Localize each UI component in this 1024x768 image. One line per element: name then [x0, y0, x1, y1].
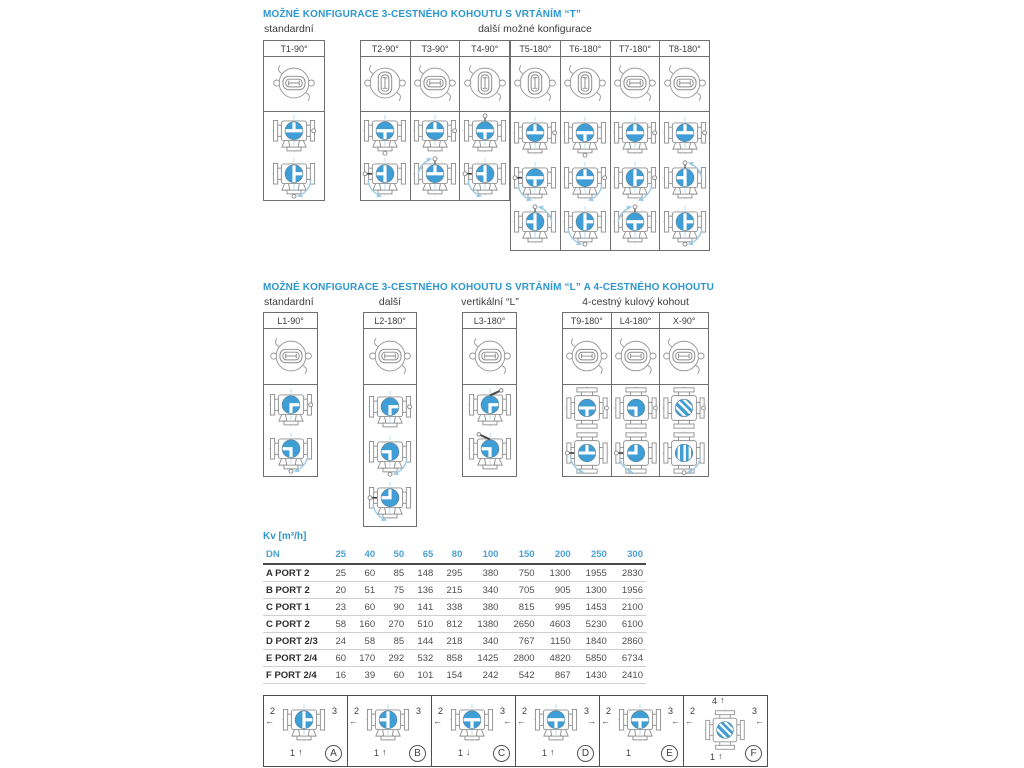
kv-value-cell: 340 [465, 582, 501, 599]
kv-value-cell: 51 [349, 582, 378, 599]
valve-top-view-icon [411, 62, 459, 106]
valve-top-view-icon [563, 335, 611, 379]
config-column-label: L3-180° [473, 315, 506, 326]
valve-front-icon [271, 156, 317, 199]
valve-positions [264, 112, 324, 200]
config-column-header [364, 313, 416, 329]
kv-value-cell: 218 [436, 633, 465, 650]
kv-value-cell: 380 [465, 599, 501, 616]
kv-row-label: D PORT 2/3 [263, 633, 327, 650]
t-group-standard [263, 40, 325, 201]
valve-positions [561, 112, 610, 250]
flow-arrow-icon: ← [685, 716, 694, 726]
valve-positions [660, 112, 709, 250]
flow-arrow-icon: ← [349, 716, 358, 726]
kv-value-cell: 1955 [574, 564, 610, 582]
kv-value-cell: 5230 [574, 616, 610, 633]
kv-value-cell: 295 [436, 564, 465, 582]
port-number: 4 [712, 696, 718, 706]
kv-row-label: C PORT 2 [263, 616, 327, 633]
config-column-t8 [659, 41, 709, 250]
kv-value-cell: 160 [349, 616, 378, 633]
config-column-t3 [410, 41, 460, 200]
kv-value-cell: 995 [538, 599, 574, 616]
config-column-header [463, 313, 516, 329]
kv-value-cell: 510 [407, 616, 436, 633]
valve-positions [364, 385, 416, 526]
port-number: 3 [331, 706, 337, 716]
diagram-letter-badge: C [493, 745, 510, 762]
valve-top-view [463, 329, 516, 385]
flow-arrow-icon: ← [265, 716, 274, 726]
valve-top-view-icon [511, 62, 559, 106]
valve-positions [611, 112, 660, 250]
kv-value-cell: 1380 [465, 616, 501, 633]
port-number: 1 [710, 752, 716, 762]
kv-value-cell: 60 [349, 599, 378, 616]
config-column-label: X-90° [672, 315, 696, 326]
kv-value-cell: 1300 [574, 582, 610, 599]
kv-value-cell: 23 [327, 599, 349, 616]
l-group-4way [562, 312, 709, 477]
config-column-t4 [459, 41, 509, 200]
kv-header-col: 250 [574, 547, 610, 564]
valve-positions [264, 385, 317, 476]
kv-value-cell: 58 [349, 633, 378, 650]
label-more-t: další možné konfigurace [478, 23, 592, 35]
port-number: 2 [354, 706, 360, 716]
kv-value-cell: 1300 [538, 564, 574, 582]
port-number: 2 [438, 706, 444, 716]
valve-top-view [511, 57, 560, 112]
kv-header-col: 80 [436, 547, 465, 564]
section-l-title: MOŽNÉ KONFIGURACE 3-CESTNÉHO KOHOUTU S VRTÁNÍM “L” A 4-CESTNÉHO KOHOUTU [263, 282, 715, 293]
config-column-header [264, 41, 324, 57]
valve-top-view-icon [270, 62, 318, 106]
config-column-header [264, 313, 317, 329]
config-column-header [660, 41, 709, 57]
kv-header-col: 300 [610, 547, 646, 564]
config-column-header [612, 313, 660, 329]
valve-front-icon [612, 115, 658, 158]
valve-top-view [561, 57, 610, 112]
port-number: 1 [458, 748, 464, 758]
kv-table [263, 547, 646, 684]
valve-front-icon [362, 156, 408, 199]
flow-diagram-row [263, 695, 768, 767]
config-column-t1 [264, 41, 324, 200]
valve-front-icon [512, 204, 558, 247]
flow-diagram-f [684, 695, 768, 767]
kv-value-cell: 1840 [574, 633, 610, 650]
kv-value-cell: 767 [501, 633, 537, 650]
flow-arrow-icon: ↑ [382, 747, 387, 757]
kv-value-cell: 815 [501, 599, 537, 616]
kv-value-cell: 1150 [538, 633, 574, 650]
valve-front-icon [562, 115, 608, 158]
valve-top-view-icon [366, 335, 414, 379]
valve-front-icon [562, 160, 608, 203]
kv-row-label: A PORT 2 [263, 564, 327, 582]
kv-header-col: 40 [349, 547, 378, 564]
flow-diagram-c [432, 695, 516, 767]
kv-value-cell: 90 [378, 599, 407, 616]
valve-positions [460, 112, 509, 200]
kv-table-body [263, 564, 646, 684]
valve-front-4way-icon [565, 386, 609, 430]
kv-value-cell: 60 [378, 667, 407, 684]
kv-table-title: Kv [m³/h] [263, 531, 307, 542]
config-column-label: T3-90° [421, 43, 449, 54]
kv-value-cell: 532 [407, 650, 436, 667]
config-column-l4 [611, 313, 660, 476]
kv-value-cell: 1430 [574, 667, 610, 684]
kv-table-head [263, 547, 646, 564]
config-column-header [563, 313, 611, 329]
config-column-label: T1-90° [280, 43, 308, 54]
kv-row-label: B PORT 2 [263, 582, 327, 599]
kv-value-cell: 144 [407, 633, 436, 650]
kv-value-cell: 141 [407, 599, 436, 616]
valve-top-view [660, 329, 708, 385]
flow-arrow-icon: ↑ [718, 751, 723, 761]
kv-value-cell: 242 [465, 667, 501, 684]
valve-positions [511, 112, 560, 250]
port-number: 1 [542, 748, 548, 758]
kv-header-col: 200 [538, 547, 574, 564]
label-standard-l: standardní [264, 296, 314, 308]
kv-value-cell: 858 [436, 650, 465, 667]
config-column-label: T9-180° [570, 315, 603, 326]
valve-top-view-icon [561, 62, 609, 106]
kv-header-dn: DN [263, 547, 327, 564]
valve-front-icon [271, 113, 317, 156]
port-number: 2 [606, 706, 612, 716]
flow-arrow-icon: ↑ [550, 747, 555, 757]
valve-top-view [364, 329, 416, 385]
kv-value-cell: 85 [378, 633, 407, 650]
valve-front-icon [449, 702, 495, 745]
valve-positions [411, 112, 460, 200]
kv-header-col: 25 [327, 547, 349, 564]
config-column-header [361, 41, 410, 57]
label-more-l: další [378, 296, 402, 308]
kv-table-row [263, 650, 646, 667]
kv-value-cell: 2800 [501, 650, 537, 667]
kv-value-cell: 60 [327, 650, 349, 667]
kv-value-cell: 60 [349, 564, 378, 582]
valve-front-icon [281, 702, 327, 745]
port-number: 3 [499, 706, 505, 716]
config-column-label: T4-90° [471, 43, 499, 54]
config-column-l2 [364, 313, 416, 526]
kv-value-cell: 1956 [610, 582, 646, 599]
kv-header-row [263, 547, 646, 564]
flow-arrow-icon: ← [517, 716, 526, 726]
section-t-title: MOŽNÉ KONFIGURACE 3-CESTNÉHO KOHOUTU S VRTÁNÍM “T” [263, 9, 582, 20]
valve-front-4way-icon [565, 431, 609, 475]
config-column-t9 [563, 313, 611, 476]
valve-top-view-icon [660, 335, 708, 379]
kv-table-row [263, 616, 646, 633]
port-number: 3 [583, 706, 589, 716]
kv-value-cell: 2860 [610, 633, 646, 650]
valve-front-icon [612, 204, 658, 247]
kv-value-cell: 170 [349, 650, 378, 667]
valve-front-icon [533, 702, 579, 745]
valve-front-icon [467, 387, 513, 430]
l-group-other [363, 312, 417, 527]
valve-front-icon [268, 431, 314, 474]
valve-front-icon [662, 160, 708, 203]
config-column-x [659, 313, 708, 476]
valve-front-icon [462, 113, 508, 156]
l-group-standard [263, 312, 318, 477]
valve-positions [563, 385, 611, 476]
l-group-vertical [462, 312, 517, 477]
kv-row-label: C PORT 1 [263, 599, 327, 616]
port-number: 3 [751, 706, 757, 716]
config-column-label: T8-180° [668, 43, 701, 54]
port-number: 3 [415, 706, 421, 716]
valve-top-view [361, 57, 410, 112]
flow-arrow-icon: ↑ [298, 747, 303, 757]
config-column-l1 [264, 313, 317, 476]
valve-top-view [264, 57, 324, 112]
valve-positions [612, 385, 660, 476]
port-number: 3 [667, 706, 673, 716]
config-column-label: T7-180° [618, 43, 651, 54]
valve-front-icon [462, 156, 508, 199]
valve-front-icon [612, 160, 658, 203]
valve-front-icon [367, 389, 413, 432]
valve-top-view-icon [361, 62, 409, 106]
config-column-label: L4-180° [619, 315, 652, 326]
valve-positions [463, 385, 516, 476]
port-number: 2 [270, 706, 276, 716]
kv-value-cell: 215 [436, 582, 465, 599]
valve-front-icon [365, 702, 411, 745]
valve-front-4way-icon [614, 386, 658, 430]
kv-value-cell: 6734 [610, 650, 646, 667]
valve-top-view [411, 57, 460, 112]
config-column-label: T5-180° [519, 43, 552, 54]
valve-front-4way-icon [704, 709, 746, 751]
flow-arrow-icon: ← [755, 716, 764, 726]
valve-top-view-icon [461, 62, 509, 106]
kv-value-cell: 340 [465, 633, 501, 650]
kv-header-col: 100 [465, 547, 501, 564]
t-group-other-1 [360, 40, 510, 201]
valve-front-4way-icon [662, 386, 706, 430]
kv-value-cell: 270 [378, 616, 407, 633]
config-column-header [611, 41, 660, 57]
kv-header-col: 65 [407, 547, 436, 564]
kv-value-cell: 380 [465, 564, 501, 582]
flow-arrow-icon: ↑ [720, 695, 725, 705]
diagram-letter-badge: F [745, 745, 762, 762]
kv-value-cell: 101 [407, 667, 436, 684]
kv-value-cell: 1425 [465, 650, 501, 667]
config-column-l3 [463, 313, 516, 476]
kv-value-cell: 154 [436, 667, 465, 684]
config-column-header [511, 41, 560, 57]
valve-top-view-icon [612, 335, 660, 379]
flow-diagram-e [600, 695, 684, 767]
flow-arrow-icon: ← [503, 716, 512, 726]
label-4way: 4-cestný kulový kohout [582, 296, 689, 308]
flow-arrow-icon: ← [671, 716, 680, 726]
flow-diagram-b [348, 695, 432, 767]
config-column-t7 [610, 41, 660, 250]
config-column-header [660, 313, 708, 329]
valve-top-view [460, 57, 509, 112]
config-column-label: L1-90° [277, 315, 304, 326]
flow-diagram-a [263, 695, 348, 767]
valve-front-icon [367, 480, 413, 523]
config-column-t2 [361, 41, 410, 200]
kv-value-cell: 85 [378, 564, 407, 582]
kv-value-cell: 2830 [610, 564, 646, 582]
port-number: 1 [374, 748, 380, 758]
valve-front-icon [562, 204, 608, 247]
kv-value-cell: 292 [378, 650, 407, 667]
port-number: 1 [290, 748, 296, 758]
kv-value-cell: 2410 [610, 667, 646, 684]
kv-table-row [263, 667, 646, 684]
kv-value-cell: 148 [407, 564, 436, 582]
config-column-t5 [511, 41, 560, 250]
kv-header-col: 50 [378, 547, 407, 564]
flow-arrow-icon: → [587, 716, 596, 726]
diagram-letter-badge: A [325, 745, 342, 762]
kv-value-cell: 5850 [574, 650, 610, 667]
kv-table-row [263, 599, 646, 616]
kv-value-cell: 24 [327, 633, 349, 650]
kv-value-cell: 867 [538, 667, 574, 684]
kv-value-cell: 58 [327, 616, 349, 633]
kv-value-cell: 25 [327, 564, 349, 582]
kv-value-cell: 6100 [610, 616, 646, 633]
port-number: 2 [690, 706, 696, 716]
kv-value-cell: 39 [349, 667, 378, 684]
kv-value-cell: 705 [501, 582, 537, 599]
valve-top-view [611, 57, 660, 112]
config-column-header [411, 41, 460, 57]
kv-value-cell: 1453 [574, 599, 610, 616]
diagram-letter-badge: B [409, 745, 426, 762]
config-column-header [561, 41, 610, 57]
valve-front-icon [662, 204, 708, 247]
valve-front-icon [617, 702, 663, 745]
flow-arrow-icon: ← [433, 716, 442, 726]
valve-top-view [612, 329, 660, 385]
diagram-letter-badge: D [577, 745, 594, 762]
port-number: 2 [522, 706, 528, 716]
kv-row-label: E PORT 2/4 [263, 650, 327, 667]
valve-front-icon [467, 431, 513, 474]
config-column-header [460, 41, 509, 57]
kv-value-cell: 4820 [538, 650, 574, 667]
valve-front-icon [367, 434, 413, 477]
flow-diagram-d [516, 695, 600, 767]
port-number: 1 [626, 748, 632, 758]
valve-positions [361, 112, 410, 200]
kv-value-cell: 4603 [538, 616, 574, 633]
kv-value-cell: 2100 [610, 599, 646, 616]
valve-front-icon [268, 387, 314, 430]
valve-top-view-icon [661, 62, 709, 106]
valve-front-icon [662, 115, 708, 158]
kv-header-col: 150 [501, 547, 537, 564]
valve-front-4way-icon [662, 431, 706, 475]
valve-front-icon [512, 115, 558, 158]
kv-value-cell: 136 [407, 582, 436, 599]
valve-top-view-icon [267, 335, 315, 379]
valve-front-icon [362, 113, 408, 156]
valve-front-icon [412, 113, 458, 156]
config-column-t6 [560, 41, 610, 250]
kv-table-row [263, 564, 646, 582]
kv-value-cell: 2650 [501, 616, 537, 633]
kv-value-cell: 542 [501, 667, 537, 684]
diagram-letter-badge: E [661, 745, 678, 762]
valve-top-view [660, 57, 709, 112]
valve-top-view-icon [611, 62, 659, 106]
config-column-label: T2-90° [371, 43, 399, 54]
flow-arrow-icon: ↓ [466, 747, 471, 757]
valve-positions [660, 385, 708, 476]
kv-value-cell: 750 [501, 564, 537, 582]
valve-top-view [563, 329, 611, 385]
kv-value-cell: 812 [436, 616, 465, 633]
config-column-label: L2-180° [374, 315, 406, 326]
config-column-label: T6-180° [569, 43, 602, 54]
valve-top-view-icon [466, 335, 514, 379]
t-group-other-2 [510, 40, 710, 251]
valve-front-icon [412, 156, 458, 199]
kv-table-row [263, 633, 646, 650]
kv-row-label: F PORT 2/4 [263, 667, 327, 684]
kv-value-cell: 20 [327, 582, 349, 599]
label-standard-t: standardní [264, 23, 314, 35]
kv-table-row [263, 582, 646, 599]
kv-value-cell: 338 [436, 599, 465, 616]
kv-value-cell: 905 [538, 582, 574, 599]
label-vertical-l: vertikální “L” [461, 296, 519, 308]
valve-top-view [264, 329, 317, 385]
kv-value-cell: 75 [378, 582, 407, 599]
valve-front-4way-icon [614, 431, 658, 475]
kv-value-cell: 16 [327, 667, 349, 684]
flow-arrow-icon: ← [601, 716, 610, 726]
valve-front-icon [512, 160, 558, 203]
